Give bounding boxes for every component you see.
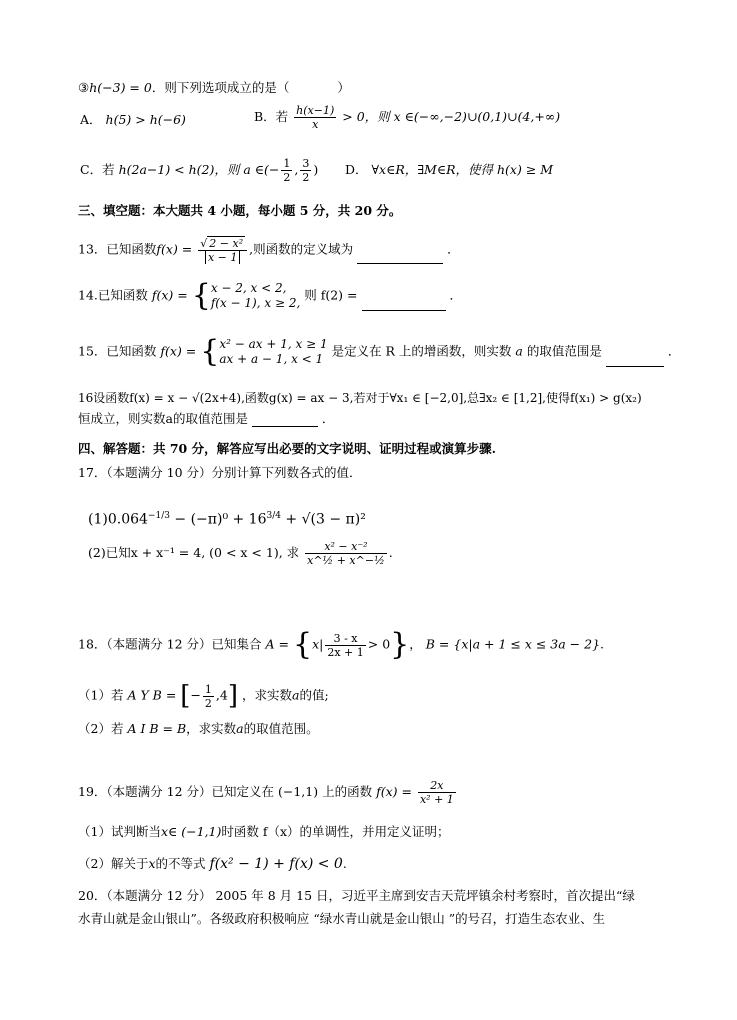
q18-sub1: （1）若 A Y B = [− $\frac{1}{2}$ ,4] ，求实数a的值; (78, 681, 329, 711)
q12-option-c: C．若 h(2a−1) < h(2)，则 a ∈(− $\frac{1}{2}$ , $\frac{3}{2}$ ) (80, 157, 319, 184)
section4-title: 四、解答题：共 70 分，解答应写出必要的文字说明、证明过程或演算步骤. (78, 441, 496, 456)
q16-line2: 恒成立，则实数a的取值范围是 ． (78, 411, 335, 426)
q15-blank[interactable] (606, 354, 664, 367)
q19-sub1: （1）试判断当x∈ (−1,1)时函数 f（x）的单调性，并用定义证明； (78, 824, 450, 839)
q14-blank[interactable] (362, 298, 446, 311)
section3-title: 三、填空题：本大题共 4 小题，每小题 5 分，共 20 分。 (78, 203, 402, 218)
q18-head: 18．（本题满分 12 分）已知集合 A = {x| $\frac{3 - x}{2x + 1}$ > 0}， B = {x|a + 1 ≤ x ≤ 3a − 2}. (78, 627, 605, 662)
q16-blank[interactable] (252, 414, 318, 427)
q20-line1: 20．（本题满分 12 分） 2005 年 8 月 15 日，习近平主席到安吉天荒坪镇余村考察时，首次提出“绿 (78, 888, 635, 903)
q17-head: 17．（本题满分 10 分）分别计算下列数各式的值． (78, 465, 362, 480)
q12-option-d: D． ∀x∈R，∃M∈R，使得 h(x) ≥ M (345, 162, 554, 177)
q12-item3: ③h(−3) = 0．则下列选项成立的是（ ） (78, 80, 350, 95)
q12-option-b: B．若 $\frac{h(x-1)}{x}$ > 0，则 x ∈(−∞,−2)∪(0,1)∪(4,+∞) (254, 104, 561, 131)
q13: 13．已知函数f(x) = $\frac{\text{√ 2 − x²}}{x - 1}$ ,则函数的定义域为 ． (78, 237, 460, 264)
q14: 14.已知函数 f(x) = { x − 2, x < 2, f(x − 1), x ≥ 2, 则 f(2) = ． (78, 278, 462, 313)
q17-part2: (2)已知x + x⁻¹ = 4, (0 < x < 1), 求 $\frac{\text{x² − x⁻²}}{\text{x\textasciicircum{}½ + x\textasciicircum{}−½}}$ . (88, 540, 393, 567)
q18-sub2: （2）若 A I B = B，求实数a的取值范围。 (78, 721, 319, 736)
q20-line2: 水青山就是金山银山”。各级政府积极响应 “绿水青山就是金山银山 ”的号召，打造生态农业、生 (78, 911, 606, 926)
q15: 15．已知函数 f(x) = { x² − ax + 1, x ≥ 1 ax + a − 1, x < 1 是定义在 R 上的增函数，则实数 a 的取值范围是 ． (78, 334, 681, 369)
q13-blank[interactable] (357, 251, 443, 264)
q19-head: 19．（本题满分 12 分）已知定义在 (−1,1) 上的函数 f(x) = $\frac{2x}{\text{x² + 1}}$ (78, 779, 454, 806)
q16-line1: 16设函数f(x) = x − √(2x+4),函数g(x) = ax − 3,若对于∀x₁ ∈ [−2,0],总∃x₂ ∈ [1,2],使得f(x₁) > g(x₂) (78, 391, 642, 405)
q17-part1: $(1)0.064^{-1/3} - (-\pi)^0 + 16^{3/4} + √(3 - \pi)^2$ (88, 511, 366, 528)
q12-option-a: A． h(5) > h(−6) (80, 112, 186, 127)
q19-sub2: （2）解关于x的不等式 f(x² − 1) + f(x) < 0. (78, 856, 347, 872)
